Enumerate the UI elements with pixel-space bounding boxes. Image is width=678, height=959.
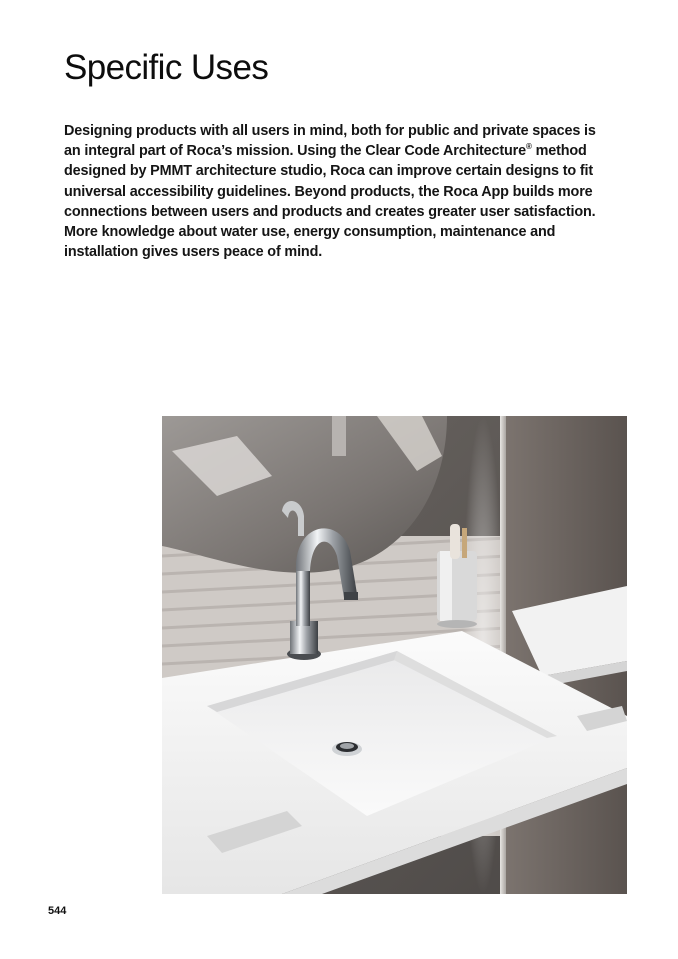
intro-text-end: method designed by PMMT architecture studio, Roca can improve certain designs to fit universal accessibility guidelines. Beyond products, the Roca App builds more connections between users and products and creates greater user satisfaction. More knowledge about water use, energy consumption, maintenance and installation gives users peace of mind. — [64, 143, 596, 261]
intro-text-start: Designing products with all users in mind, both for public and private spaces is an integral part of Roca’s mission. Using the Clear Code Architecture — [64, 123, 596, 160]
intro-paragraph — [64, 121, 612, 262]
washbasin-illustration — [162, 416, 627, 894]
page-title: Specific Uses — [64, 48, 269, 87]
product-photo — [162, 416, 627, 894]
registered-mark: ® — [525, 142, 532, 152]
page-number: 544 — [48, 905, 67, 917]
